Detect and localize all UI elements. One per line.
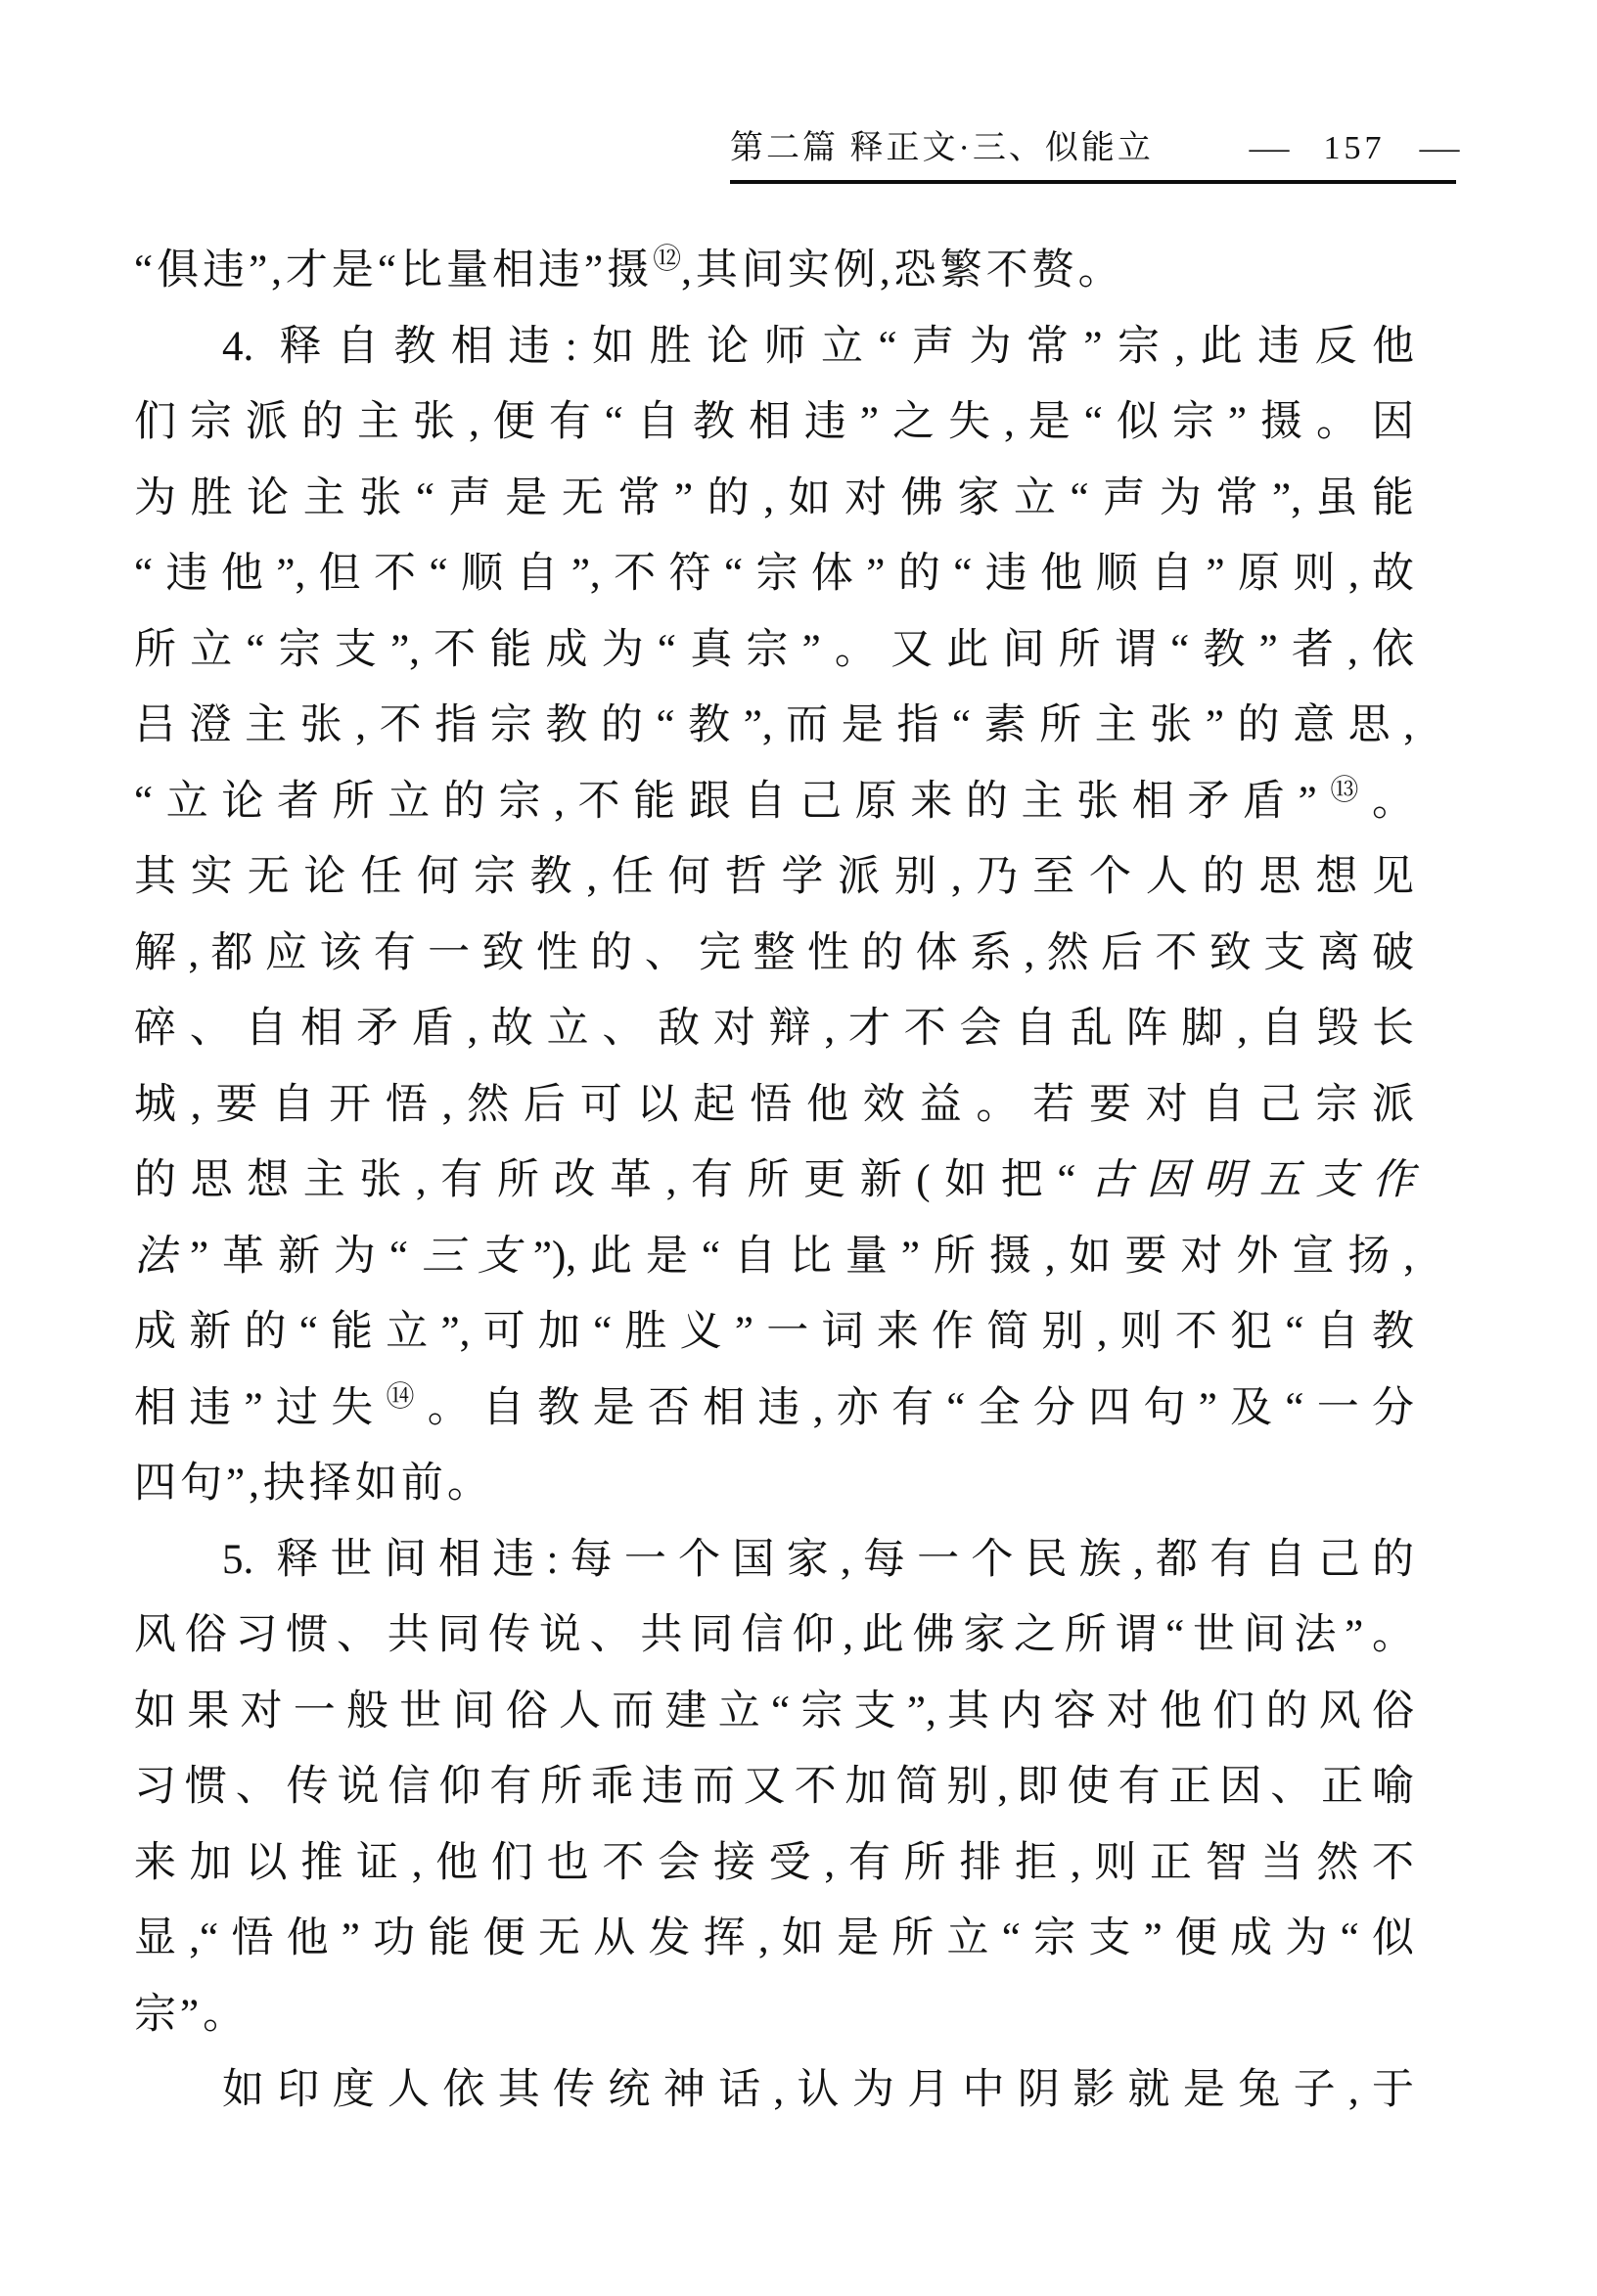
body-line (134, 839, 1414, 916)
text-segment: ”),此是“自比量”所摄,如要对外宣扬, (532, 1233, 1415, 1280)
text-segment: 四句”,抉择如前。 (134, 1461, 493, 1507)
page-number: 157 (1323, 130, 1386, 166)
text-segment: 碎、自相矛盾,故立、敌对辩,才不会自乱阵脚,自毁长 (134, 1006, 1414, 1052)
body-line (134, 1067, 1414, 1144)
text-segment: 习惯、传说信仰有所乖违而又不加简别,即使有正因、正喻 (134, 1764, 1414, 1810)
text-segment: 所立“宗支”,不能成为“真宗”。又此间所谓“教”者,依 (134, 626, 1414, 673)
footnote-marker: ⑫ (653, 244, 682, 275)
text-segment: 。 (1372, 778, 1414, 825)
body-line (134, 309, 1414, 385)
text-segment: 风俗习惯、共同传说、共同信仰,此佛家之所谓“世间法”。 (134, 1612, 1414, 1658)
body-line (134, 1143, 1414, 1219)
page-number-dash-left: — (1249, 130, 1290, 166)
body-line (134, 1446, 1414, 1522)
body-line (134, 1749, 1414, 1825)
text-segment: 为胜论主张“声是无常”的,如对佛家立“声为常”,虽能 (134, 474, 1414, 521)
running-head (730, 129, 1460, 184)
footnote-marker: ⑬ (1316, 774, 1372, 806)
footnote-marker: ⑭ (386, 1380, 428, 1413)
body-line (134, 461, 1414, 537)
text-segment: 的思想主张,有所改革,有所更新(如把“ (134, 1157, 1076, 1203)
text-block (134, 233, 1414, 2129)
body-line (134, 1674, 1414, 1750)
body-line (134, 233, 1414, 309)
body-line (134, 612, 1414, 689)
text-segment: 三支 (407, 1233, 533, 1280)
body-line (134, 2052, 1414, 2129)
text-segment: 解,都应该有一致性的、完整性的体系,然后不致支离破 (134, 929, 1414, 976)
text-segment: ,其间实例,恐繁不赘。 (681, 248, 1124, 293)
text-segment: “俱违”,才是“比量相违”摄 (134, 248, 654, 293)
text-segment: 们宗派的主张,便有“自教相违”之失,是“似宗”摄。因 (134, 399, 1414, 445)
text-segment: ”革新为“ (189, 1233, 408, 1280)
text-segment: “违他”,但不“顺自”,不符“宗体”的“违他顺自”原则,故 (134, 551, 1414, 597)
body-line (134, 1825, 1414, 1902)
text-segment: 法 (134, 1233, 190, 1280)
text-segment: 宗”。 (134, 1991, 250, 2038)
body-line (134, 1598, 1414, 1674)
body-line (134, 764, 1414, 840)
text-segment: 成新的“能立”,可加“胜义”一词来作简别,则不犯“自教 (134, 1309, 1414, 1355)
body-line (134, 1977, 1414, 2053)
text-segment: 相违”过失 (134, 1384, 387, 1431)
body-line (134, 1522, 1414, 1598)
running-head-section-title: 第二篇 释正文·三、似能立 (730, 130, 1154, 166)
text-segment: 如印度人依其传统神话,认为月中阴影就是兔子,于 (222, 2067, 1414, 2113)
body-line (134, 1901, 1414, 1977)
body-line (134, 688, 1414, 764)
body-line (134, 916, 1414, 992)
text-segment: 其实无论任何宗教,任何哲学派别,乃至个人的思想见 (134, 854, 1414, 900)
text-segment: 4. 释自教相违:如胜论师立“声为常”宗,此违反他 (222, 323, 1414, 370)
page-number-group (1249, 129, 1460, 168)
body-line (134, 384, 1414, 461)
text-segment: “立论者所立的宗,不能跟自己原来的主张相矛盾” (134, 778, 1317, 825)
body-line (134, 1371, 1414, 1447)
body-line (134, 1219, 1414, 1295)
text-segment: 5. 释世间相违:每一个国家,每一个民族,都有自己的 (222, 1536, 1414, 1583)
text-segment: 吕澄主张,不指宗教的“教”,而是指“素所主张”的意思, (134, 702, 1414, 748)
text-segment: 城,要自开悟,然后可以起悟他效益。若要对自己宗派 (134, 1081, 1414, 1128)
text-segment: 显,“悟他”功能便无从发挥,如是所立“宗支”便成为“似 (134, 1915, 1414, 1961)
page-number-dash-right: — (1419, 130, 1460, 166)
text-segment: 来加以推证,他们也不会接受,有所排拒,则正智当然不 (134, 1839, 1414, 1886)
body-line (134, 536, 1414, 612)
body-line (134, 991, 1414, 1067)
text-segment: 如果对一般世间俗人而建立“宗支”,其内容对他们的风俗 (134, 1688, 1414, 1734)
text-segment: 古因明五支作 (1075, 1157, 1415, 1203)
text-segment: 。自教是否相违,亦有“全分四句”及“一分 (427, 1384, 1414, 1431)
body-line (134, 1294, 1414, 1371)
